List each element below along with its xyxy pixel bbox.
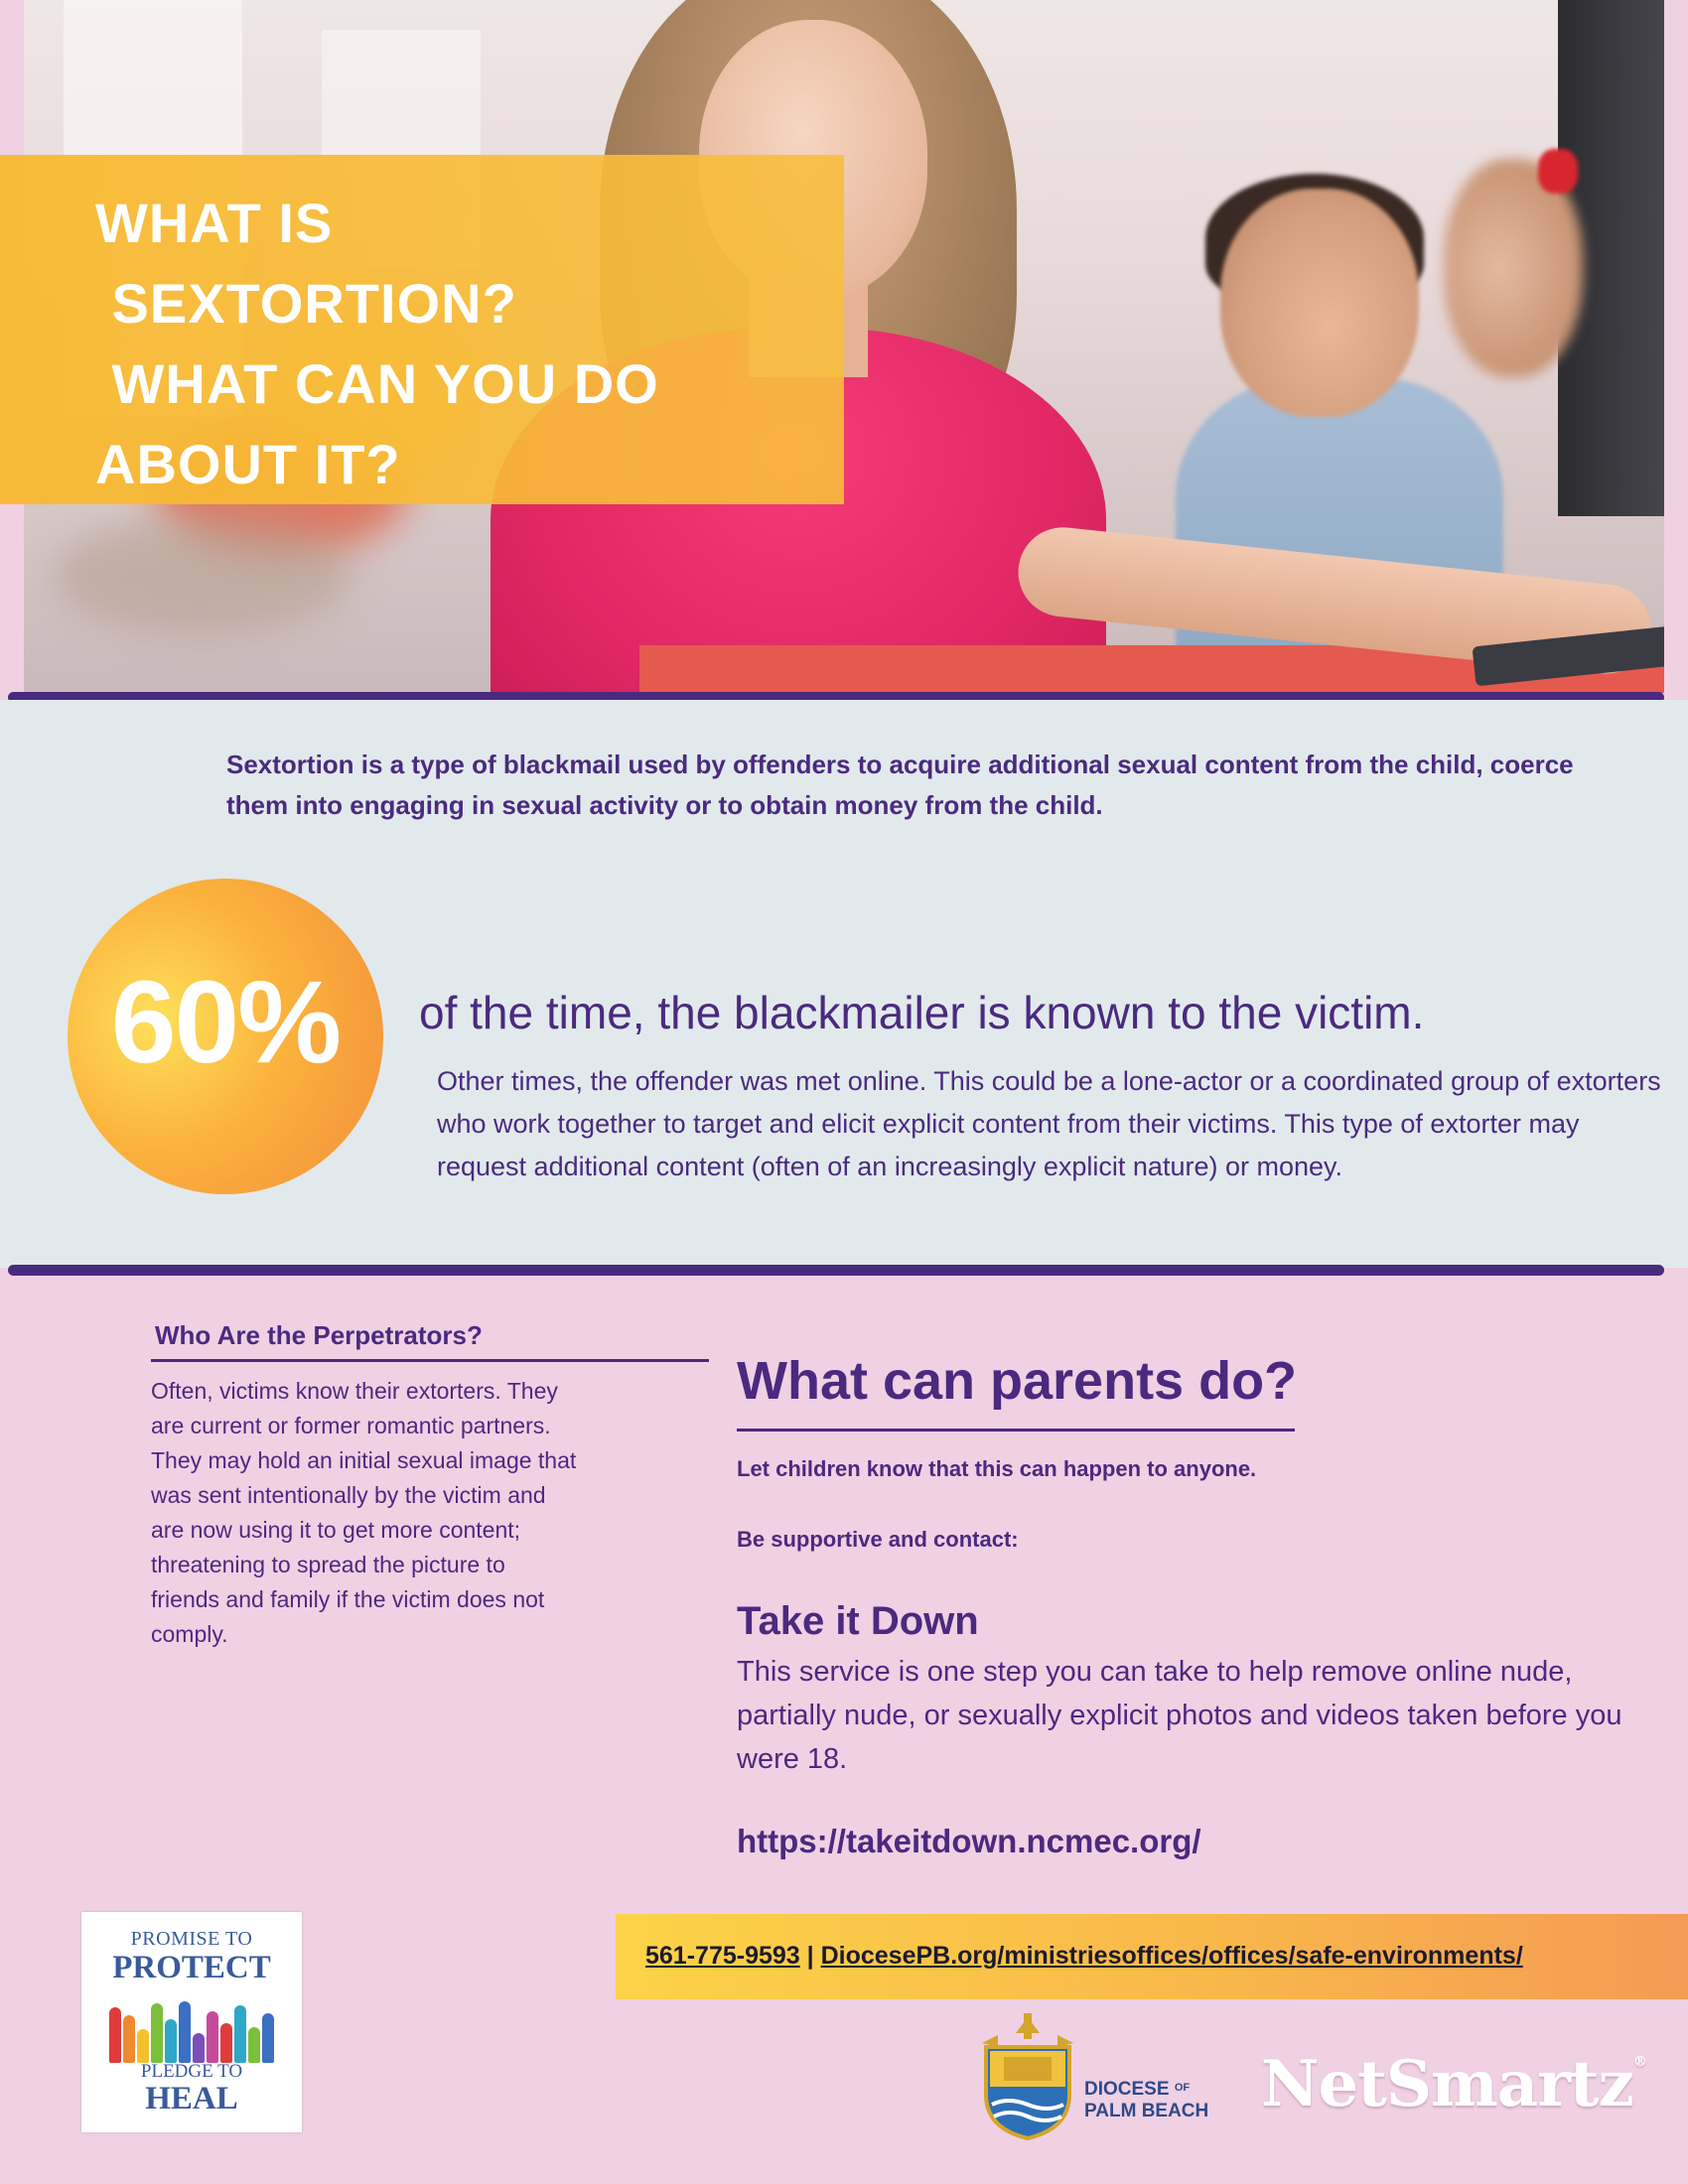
stat-value: 60% — [110, 957, 341, 1088]
diocese-place: PALM BEACH — [1084, 2101, 1209, 2121]
parents-line-2: Be supportive and contact: — [737, 1527, 1019, 1552]
safe-environments-link[interactable]: DiocesePB.org/ministriesoffices/offices/safe-environments/ — [820, 1942, 1523, 1970]
logo-text: PLEDGE TO — [140, 2061, 243, 2082]
perpetrators-rule — [151, 1359, 709, 1362]
takedown-body: This service is one step you can take to help remove online nude, partially nude, or sexually explicit photos and videos taken before you were 18. — [737, 1656, 1622, 1775]
netsmartz-logo — [1261, 2017, 1646, 2121]
title-line: ABOUT IT? — [95, 433, 401, 495]
takedown-link[interactable]: https://takeitdown.ncmec.org/ — [737, 1823, 1201, 1859]
diocese-word: DIOCESE — [1084, 2079, 1170, 2100]
logo-text: PROMISE TO — [130, 1928, 253, 1950]
title-line: SEXTORTION? — [95, 272, 517, 335]
diocese-crest-icon — [978, 2013, 1077, 2142]
promise-to-protect-logo — [81, 1912, 302, 2132]
parents-rule — [737, 1429, 1295, 1432]
separator: | — [799, 1942, 821, 1970]
parents-line-1: Let children know that this can happen to anyone. — [737, 1456, 1257, 1481]
logo-text: PROTECT — [112, 1950, 271, 1985]
title-line: WHAT CAN YOU DO — [95, 352, 659, 415]
phone-link[interactable]: 561-775-9593 — [645, 1942, 800, 1970]
takedown-title: Take it Down — [737, 1599, 979, 1643]
netsmartz-wordmark: NetSmartz — [1261, 2047, 1633, 2121]
people-icon — [101, 1993, 282, 2063]
diocese-of: OF — [1174, 2082, 1191, 2094]
stat-body: Other times, the offender was met online. This could be a lone-actor or a coordinated group of extorters who work together to target and elicit explicit content from their victims. This type of extorter may request additional content (often of an increasingly explicit nature) or money. — [437, 1066, 1661, 1181]
perpetrators-body: Often, victims know their extorters. They are current or former romantic partners. They may hold an initial sexual image that was sent intentionally by the victim and are now using it to get more content; threatening to spread the picture to friends and family if the victim does not comply. — [151, 1378, 577, 1647]
logo-text: HEAL — [145, 2081, 238, 2116]
stat-headline: of the time, the blackmailer is known to the victim. — [419, 987, 1425, 1038]
registered-mark: ® — [1632, 2054, 1646, 2070]
parents-title: What can parents do? — [737, 1351, 1298, 1411]
intro-text: Sextortion is a type of blackmail used by offenders to acquire additional sexual content from the child, coerce them into engaging in sexual activity or to obtain money from the child. — [226, 750, 1574, 820]
title-line: WHAT IS — [95, 192, 334, 254]
perpetrators-heading: Who Are the Perpetrators? — [155, 1320, 483, 1350]
page-title — [95, 183, 850, 504]
contact-info — [645, 1936, 1678, 1976]
diocese-name — [1084, 2077, 1233, 2122]
divider-bottom — [8, 1265, 1664, 1276]
